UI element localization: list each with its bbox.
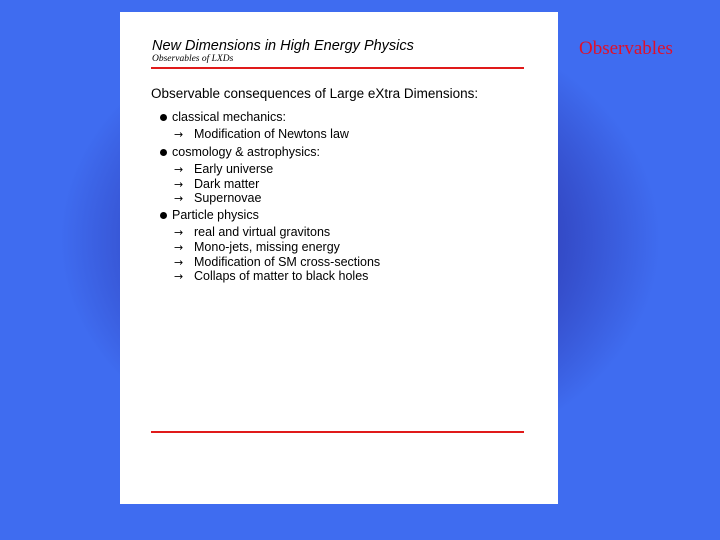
sub-item-label: Modification of Newtons law — [194, 127, 349, 141]
sub-item-label: real and virtual gravitons — [194, 225, 331, 239]
sub-item — [174, 127, 349, 141]
sub-item-label: Collaps of matter to black holes — [194, 269, 369, 283]
document-page — [120, 12, 558, 504]
sub-item — [174, 269, 368, 283]
bullet-label: Particle physics — [172, 208, 259, 222]
sub-item-label: Modification of SM cross-sections — [194, 255, 381, 269]
bullet-label: classical mechanics: — [172, 110, 286, 124]
arrow-icon: → — [174, 269, 184, 283]
bullet-item-particle-physics — [160, 208, 259, 222]
bullet-icon — [160, 149, 167, 156]
top-divider — [151, 67, 524, 69]
arrow-icon: → — [174, 127, 184, 141]
sub-item-label: Mono-jets, missing energy — [194, 240, 340, 254]
arrow-icon: → — [174, 225, 184, 239]
sub-item — [174, 225, 330, 239]
slide-title: Observables — [579, 38, 673, 59]
sub-item — [174, 177, 259, 191]
bottom-divider — [151, 431, 524, 433]
bullet-item-cosmology — [160, 145, 320, 159]
sub-item-label: Early universe — [194, 162, 274, 176]
bullet-item-classical-mechanics — [160, 110, 286, 124]
sub-item — [174, 255, 380, 269]
arrow-icon: → — [174, 191, 184, 205]
bullet-label: cosmology & astrophysics: — [172, 145, 320, 159]
bullet-icon — [160, 212, 167, 219]
arrow-icon: → — [174, 177, 184, 191]
sub-item — [174, 162, 273, 176]
section-heading: Observable consequences of Large eXtra Dimensions: — [151, 86, 479, 101]
arrow-icon: → — [174, 240, 184, 254]
sub-item — [174, 240, 340, 254]
document-subtitle: Observables of LXDs — [152, 54, 234, 64]
document-title: New Dimensions in High Energy Physics — [152, 38, 414, 54]
sub-item-label: Dark matter — [194, 177, 260, 191]
arrow-icon: → — [174, 255, 184, 269]
sub-item-label: Supernovae — [194, 191, 262, 205]
bullet-icon — [160, 114, 167, 121]
arrow-icon: → — [174, 162, 184, 176]
sub-item — [174, 191, 261, 205]
